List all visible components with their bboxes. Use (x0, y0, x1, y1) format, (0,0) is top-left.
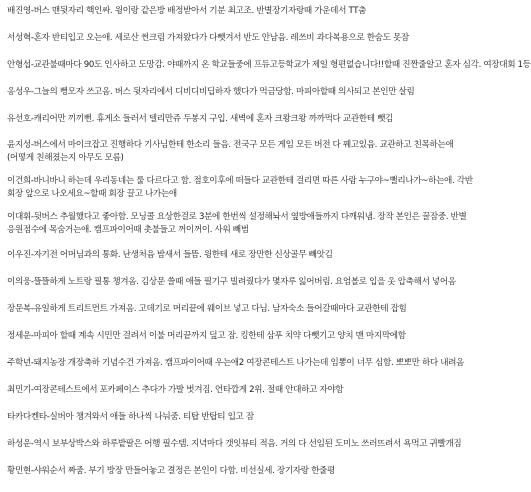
list-item: 이우진-자기전 어머님과의 통화. 난생처음 밤새서 들뜸. 윙한테 새로 장만한 신상골무 빼앗김 (7, 250, 333, 260)
list-item: 옹성우-그늘의 뻥모자 쓰고옴. 버스 뒷자리에서 디비디비딥하자 했다가 먹금당함. 마피아할때 의사되고 본인만 살림 (7, 87, 415, 97)
list-item: 하성운-역시 보부상박스와 하루밭팔은 어행 필수템. 지녁마다 갯잇뷰티 적음. 거의 다 선임된 도미노 쓰러뜨려서 욕먹고 귀빨개짐 (7, 439, 462, 449)
list-item: 윤지성-버스에서 마이크잡고 진행하다 기사님한테 한소리 들음. 전국구 모든 게임 모든 버전 다 꿰고있음. 교관하고 친목하는애(어떻게 친해졌는지 아무도 모름) (7, 140, 454, 163)
list-item: 서성혁-혼자 반티입고 오는애. 세로산 썬크림 가져왔다가 다뺏겨서 반도 안남음. 레쓰비 과다복용으로 한숨도 못잠 (7, 33, 409, 43)
list-item: 유선호-캐리어만 끼끼뻔. 휴게소 들러서 델리만쥬 두봉지 구입. 새벽에 혼자 크왕크왕 까까먹다 교관한테 뺏김 (7, 114, 393, 124)
list-item: 안형섭-교관불때마다 90도 인사하고 도망감. 야때까지 온 학교들중에 프듀고등학교가 제일 형편없습니다!!할때 진짠줄알고 혼자 심각. 여장대회 1등 (7, 60, 531, 70)
list-item: 이의웅-뜰뜰하게 노트랑 필통 챙겨옴. 김상문 쓸때 애들 필기구 빌려줬다가 몇자루 잃어버림. 요엄볼로 입을 옷 압축해서 넣어옴 (7, 277, 456, 287)
list-item: 타카다켄타-실버아 챙겨와서 애들 하나씩 나눠줌. 티탑 반탑티 입고 잠 (7, 412, 254, 422)
list-item: 이건희-바니바니 하는데 우리동네는 룰 다르다고 함. 점호이후에 떠들다 교관한테 걸리면 따른 사람 누구야~뻘리나가~하는애. 각반 회장 앞으로 나오세요~할때 회장 끌고 나가는애 (7, 176, 473, 199)
list-item: 최민기-여장콘테스트에서 포카페이스 추다가 가발 벗겨짐. 언타깝게 2위. 절때 안대하고 자야함 (7, 385, 344, 395)
list-item: 황민현-샤워순서 짜줌. 부기 방장 만들어놓고 결정은 본인이 다함. 비선실세. 장기자랑 한줄평 (7, 466, 335, 476)
list-item: 주학년-돼지농장 개장축하 기념수건 가져옴. 캠프파이어때 우는애2 여장콘테스트 나가는데 임뽕이 너무 심함. 뽀뽀만 하다 내려옴 (7, 358, 465, 368)
list-item: 정세운-마피아 할때 계속 시민만 걸려서 이불 머리끝까지 덮고 잠. 킹한테 삼푸 치약 다뺏기고 양치 맨 마지막에함 (7, 331, 406, 341)
list-item: 배진영-버스 맨뒷자리 핵인싸. 윙이랑 같은방 배정받아서 기분 최고조. 반별장기자랑때 가운데서 TT춤 (7, 6, 367, 16)
list-item: 장문복-유일하게 트리트먼트 가져옴. 고데기로 머리끝에 웨이브 넣고 다님. 남자숙소 들어갈때마다 교관한테 잡힘 (7, 304, 407, 314)
list-item: 이대휘-뒷버스 추월했다고 좋아함. 모닝콜 요상한걸로 3분에 한번씩 설정해놔서 옆방애들까지 다깨워냄. 장작 본인은 꿀잠중. 반별 응원점수에 목숨거는애. 캠프파이어때 촛불들고 꺼이꺼이. 사워 빼범 (7, 212, 467, 235)
